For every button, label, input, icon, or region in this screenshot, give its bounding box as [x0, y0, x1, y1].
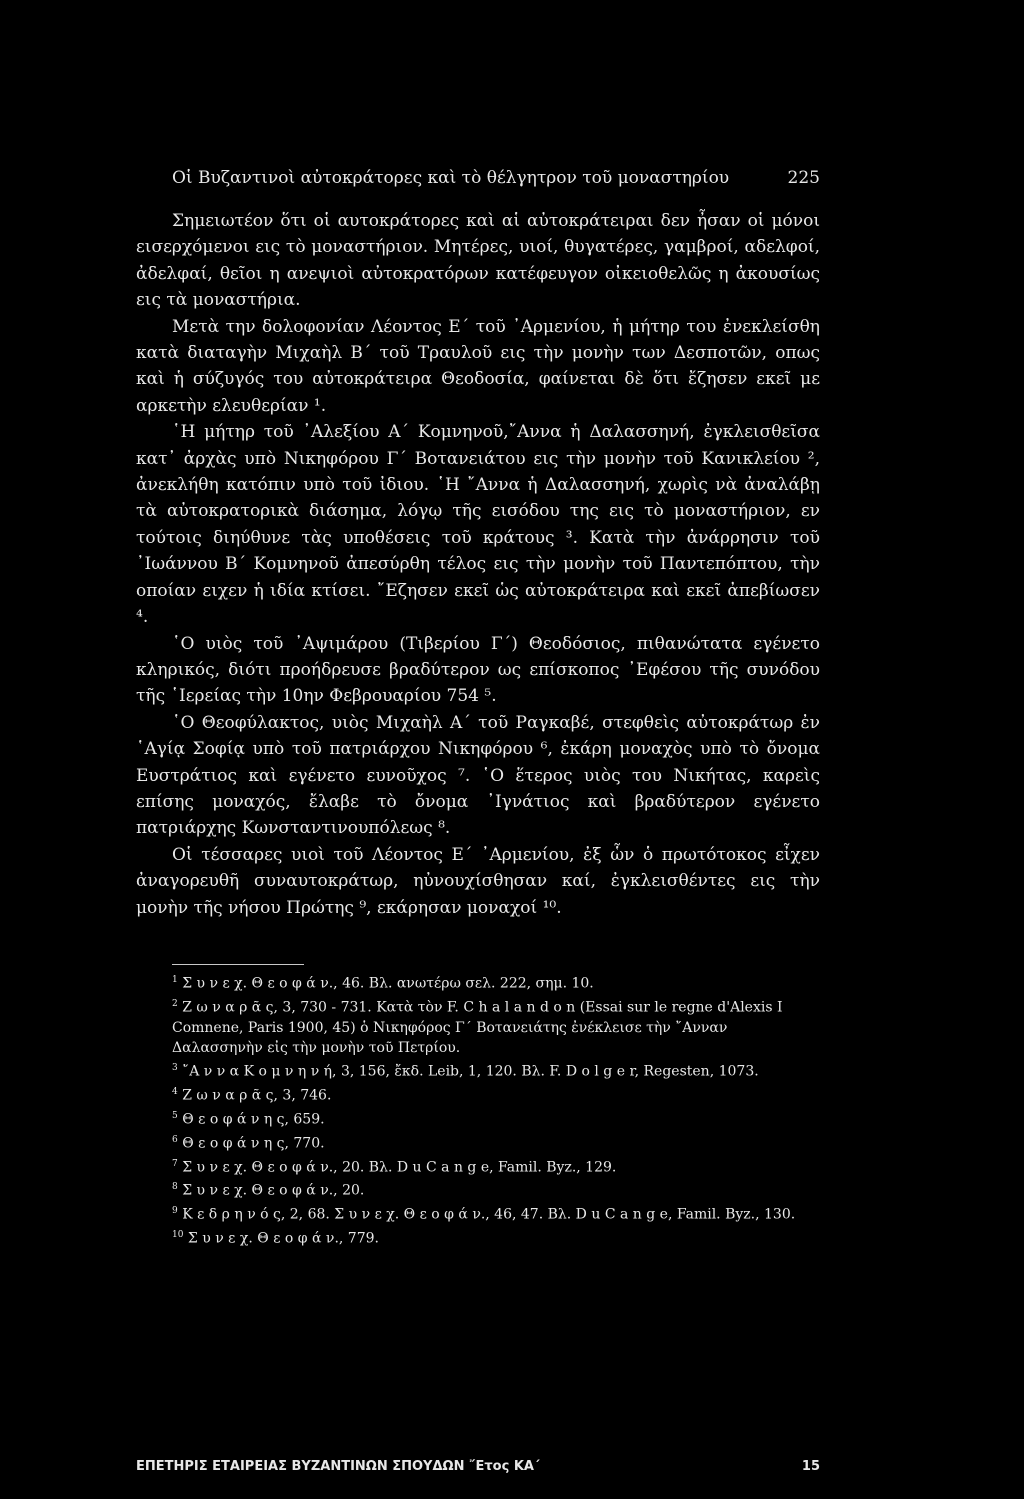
paragraph: ῾Ο υιὸς τοῦ ᾿Αψιμάρου (Τιβερίου Γ΄) Θεοδόσιος, πιθανώτατα εγένετο κληρικός, διότι προήδρευσε βραδύτερον ως επίσκοπος ᾿Εφέσου τῆς συνόδου τῆς ῾Ιερείας τὴν 10ην Φεβρουαρίου 754 ⁵.: [136, 633, 820, 707]
footnote-text: Θ ε ο φ ά ν η ς, 659.: [182, 1111, 325, 1128]
main-text: [136, 208, 820, 921]
footnote-text: Κ ε δ ρ η ν ό ς, 2, 68. Σ υ ν ε χ. Θ ε ο φ ά ν., 46, 47. Βλ. D u C a n g e, Famil. Byz., 130.: [182, 1206, 796, 1223]
paragraph: ῾Η μήτηρ τοῦ ᾿Αλεξίου Α΄ Κομνηνοῦ,῎Αννα ἡ Δαλασσηνή, ἐγκλεισθεῖσα κατ᾿ ἀρχὰς υπὸ Νικηφόρου Γ΄ Βοτανειάτου εις τὴν μονὴν τοῦ Κανικλείου ², ἀνεκλήθη κατόπιν υπὸ τοῦ ἰδιου. ῾Η ῎Αννα ἡ Δαλασσηνή, χωρὶς νὰ ἀναλάβῃ τὰ αὐτοκρατορικὰ διάσημα, λόγῳ τῆς εισόδου της εις τὸ μοναστήριον, εν τούτοις διηύθυνε τὰς υποθέσεις τοῦ κράτους ³. Κατὰ τὴν ἀνάρρησιν τοῦ ᾿Ιωάννου Β΄ Κομνηνοῦ ἀπεσύρθη τέλος εις τὴν μονὴν τοῦ Παντεπόπτου, τὴν οποίαν ειχεν ἡ ιδία κτίσει. ῎Εζησεν εκεῖ ὡς αὐτοκράτειρα καὶ εκεῖ ἀπεβίωσεν ⁴.: [136, 422, 820, 628]
footnote-text: Σ υ ν ε χ. Θ ε ο φ ά ν., 20. Βλ. D u C a n g e, Famil. Byz., 129.: [182, 1159, 617, 1176]
paragraph: ῾Ο Θεοφύλακτος, υιὸς Μιχαὴλ Α΄ τοῦ Ραγκαβέ, στεφθεὶς αὐτοκράτωρ ἐν ῾Αγίᾳ Σοφίᾳ υπὸ τοῦ πατριάρχου Νικηφόρου ⁶, ἐκάρη μοναχὸς υπὸ τὸ ὄνομα Ευστράτιος καὶ εγένετο ευνοῦχος ⁷. ῾Ο ἕτερος υιὸς του Νικήτας, καρεὶς επίσης μοναχός, ἔλαβε τὸ ὄνομα ᾿Ιγνάτιος καὶ βραδύτερον εγένετο πατριάρχης Κωνσταντινουπόλεως ⁸.: [136, 712, 820, 839]
signature-mark: 15: [801, 1459, 820, 1474]
footnote-text: ῎Α ν ν α Κ ο μ ν η ν ή, 3, 156, ἔκδ. Leib, 1, 120. Βλ. F. D o l g e r, Regesten, 1073.: [182, 1063, 759, 1080]
footnote: [136, 994, 820, 1058]
footnote-mark: 1: [172, 975, 178, 985]
footnote: [136, 1177, 820, 1201]
footnote-text: Σ υ ν ε χ. Θ ε ο φ ά ν., 779.: [187, 1230, 379, 1247]
footnote-mark: 7: [172, 1158, 178, 1169]
footnote-mark: 8: [172, 1182, 178, 1193]
page-footer: [136, 1456, 820, 1478]
footnote-mark: 6: [172, 1134, 178, 1145]
footnote-mark: 3: [172, 1063, 178, 1074]
footnotes: [136, 970, 820, 1249]
footnote: [136, 970, 820, 994]
page-number: 225: [787, 168, 820, 188]
footnote: [136, 1130, 820, 1154]
footnote: [136, 1082, 820, 1106]
running-title: Οἱ Βυζαντινοὶ αὐτοκράτορες καὶ τὸ θέλγητρον τοῦ μοναστηρίου: [172, 168, 730, 188]
footnote-mark: 9: [172, 1206, 178, 1217]
footnote: [136, 1225, 820, 1249]
footnote: [136, 1106, 820, 1130]
paragraph: Σημειωτέον ὅτι οἱ αυτοκράτορες καὶ αἱ αὐτοκράτειραι δεν ἦσαν οἱ μόνοι εισερχόμενοι εις τὸ μοναστήριον. Μητέρες, υιοί, θυγατέρες, γαμβροί, αδελφοί, ἀδελφαί, θεῖοι η ανεψιοὶ αὐτοκρατόρων κατέφευγον οἰκειοθελῶς η ἀκουσίως εις τὰ μοναστήρια.: [136, 211, 820, 311]
footnote-mark: 10: [172, 1230, 184, 1241]
footnote-text: Ζ ω ν α ρ ᾶ ς, 3, 730 - 731. Κατὰ τὸν F. C h a l a n d o n (Essai sur le regne d'Alexis I Comnene, Paris 1900, 45) ὁ Νικηφόρος Γ΄ Βοτανειάτης ἐνέκλεισε τὴν ῎Ανναν Δαλασσηνὴν εἰς τὴν μονὴν τοῦ Πετρίου.: [172, 999, 783, 1056]
footnote: [136, 1201, 820, 1225]
paragraph: Οἱ τέσσαρες υιοὶ τοῦ Λέοντος Ε΄ ᾿Αρμενίου, ἐξ ὧν ὁ πρωτότοκος εἶχεν ἀναγορευθῆ συναυτοκράτωρ, ηὐνουχίσθησαν καί, ἐγκλεισθέντες εις τὴν μονὴν τῆς νήσου Πρώτης ⁹, εκάρησαν μοναχοί ¹⁰.: [136, 844, 820, 918]
footnote-mark: 2: [172, 998, 178, 1009]
footnote: [136, 1058, 820, 1082]
footnote-mark: 5: [172, 1110, 178, 1121]
footnote-text: Σ υ ν ε χ. Θ ε ο φ ά ν., 46. Βλ. ανωτέρω σελ. 222, σημ. 10.: [182, 975, 594, 992]
paragraph: Μετὰ την δολοφονίαν Λέοντος Ε΄ τοῦ ᾿Αρμενίου, ἡ μήτηρ του ἐνεκλείσθη κατὰ διαταγὴν Μιχαὴλ Β΄ τοῦ Τραυλοῦ εις τὴν μονὴν των Δεσποτῶν, οπως καὶ ἡ σύζυγός του αὐτοκράτειρα Θεοδοσία, φαίνεται δὲ ὅτι ἔζησεν εκεῖ με αρκετὴν ελευθερίαν ¹.: [136, 316, 820, 416]
footnote-text: Σ υ ν ε χ. Θ ε ο φ ά ν., 20.: [182, 1183, 365, 1200]
footnote-text: Ζ ω ν α ρ ᾶ ς, 3, 746.: [182, 1087, 332, 1104]
footnote-mark: 4: [172, 1086, 178, 1097]
footnote-text: Θ ε ο φ ά ν η ς, 770.: [182, 1135, 325, 1152]
footnote-divider: [172, 964, 304, 965]
journal-title: ΕΠΕΤΗΡΙΣ ΕΤΑΙΡΕΙΑΣ ΒΥΖΑΝΤΙΝΩΝ ΣΠΟΥΔΩΝ ῎Ετος ΚΑ΄: [136, 1459, 540, 1474]
running-header: [172, 164, 820, 192]
footnote: [136, 1154, 820, 1178]
